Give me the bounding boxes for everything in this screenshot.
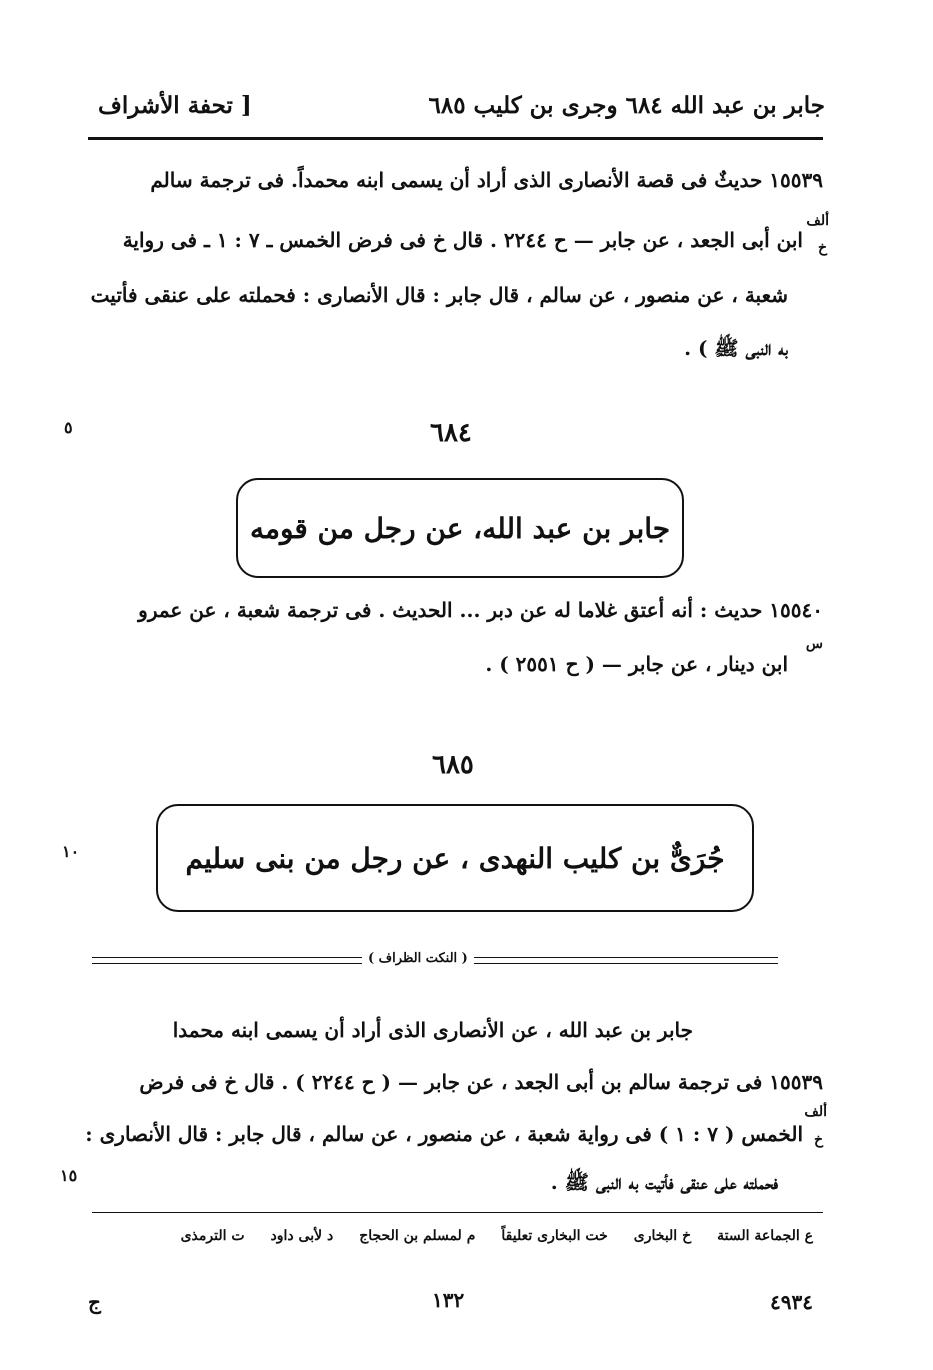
running-header-title: جابر بن عبد الله ٦٨٤ وجرى بن كليب ٦٨٥: [428, 92, 825, 119]
footer-rule: [92, 1212, 823, 1213]
nukat-line-4: فحملته على عنقى فأتيت به النبى ﷺ .: [550, 1170, 778, 1194]
entry-15539-margin-bottom: خ: [817, 240, 827, 256]
abbreviation-item: ع الجماعة الستة: [717, 1228, 813, 1244]
section-685-title: جُرَىٌّ بن كليب النهدى ، عن رجل من بنى سليم: [185, 841, 725, 875]
entry-15539-line-3: شعبة ، عن منصور ، عن سالم ، قال جابر : قال الأنصارى : فحملته على عنقى فأتيت: [90, 283, 788, 307]
entry-15540-margin: س: [805, 636, 823, 652]
nukat-margin-top: ألف: [804, 1104, 827, 1120]
header-rule: [88, 137, 823, 140]
entry-15539-line-1: ١٥٥٣٩ حديثٌ فى قصة الأنصارى الذى أراد أن يسمى ابنه محمداً. فى ترجمة سالم: [150, 168, 823, 192]
abbreviation-item: خ البخارى: [633, 1228, 692, 1244]
nukat-line-2: ١٥٥٣٩ فى ترجمة سالم بن أبى الجعد ، عن جابر — ( ح ٢٢٤٤ ) . قال خ فى فرض: [139, 1070, 823, 1094]
page-number: ١٣٢: [432, 1288, 465, 1312]
footer-signature-mark: ج: [88, 1290, 101, 1314]
nukat-label: ( النكت الظراف ): [362, 951, 474, 966]
line-number-15: ١٥: [60, 1166, 78, 1185]
nukat-line-3: الخمس ( ٧ : ١ ) فى رواية شعبة ، عن منصور ، عن سالم ، قال جابر : قال الأنصارى :: [85, 1122, 803, 1146]
section-685-title-box: [156, 804, 754, 912]
abbreviation-item: ت الترمذى: [180, 1228, 245, 1244]
section-685-number: ٦٨٥: [432, 750, 474, 780]
line-number-5: ٥: [64, 418, 73, 437]
abbreviation-item: م لمسلم بن الحجاج: [359, 1228, 476, 1244]
section-684-title: جابر بن عبد الله، عن رجل من قومه: [249, 511, 671, 545]
abbreviation-item: د لأبى داود: [270, 1228, 334, 1244]
entry-15539-margin-top: ألف: [806, 213, 829, 229]
section-684-number: ٦٨٤: [430, 418, 472, 448]
abbreviation-item: خت البخارى تعليقاً: [501, 1228, 608, 1244]
line-number-10: ١٠: [62, 842, 80, 861]
section-684-title-box: [236, 478, 684, 578]
footer-volume-number: ٤٩٣٤: [770, 1290, 813, 1314]
abbreviation-key: [181, 1228, 813, 1244]
entry-15539-line-4: به النبى ﷺ ) .: [684, 336, 788, 360]
entry-15540-line-2: ابن دينار ، عن جابر — ( ح ٢٥٥١ ) .: [485, 652, 788, 676]
entry-15540-line-1: ١٥٥٤٠ حديث : أنه أعتق غلاما له عن دبر ... الحديث . فى ترجمة شعبة ، عن عمرو: [138, 598, 823, 622]
entry-15539-line-2: ابن أبى الجعد ، عن جابر — ح ٢٢٤٤ . قال خ فى فرض الخمس ـ ٧ : ١ ـ فى رواية: [122, 228, 803, 252]
nukat-line-1: جابر بن عبد الله ، عن الأنصارى الذى أراد أن يسمى ابنه محمدا: [172, 1018, 693, 1042]
running-header-book: [ تحفة الأشراف: [98, 92, 252, 119]
nukat-margin-bottom: خ: [813, 1132, 823, 1148]
